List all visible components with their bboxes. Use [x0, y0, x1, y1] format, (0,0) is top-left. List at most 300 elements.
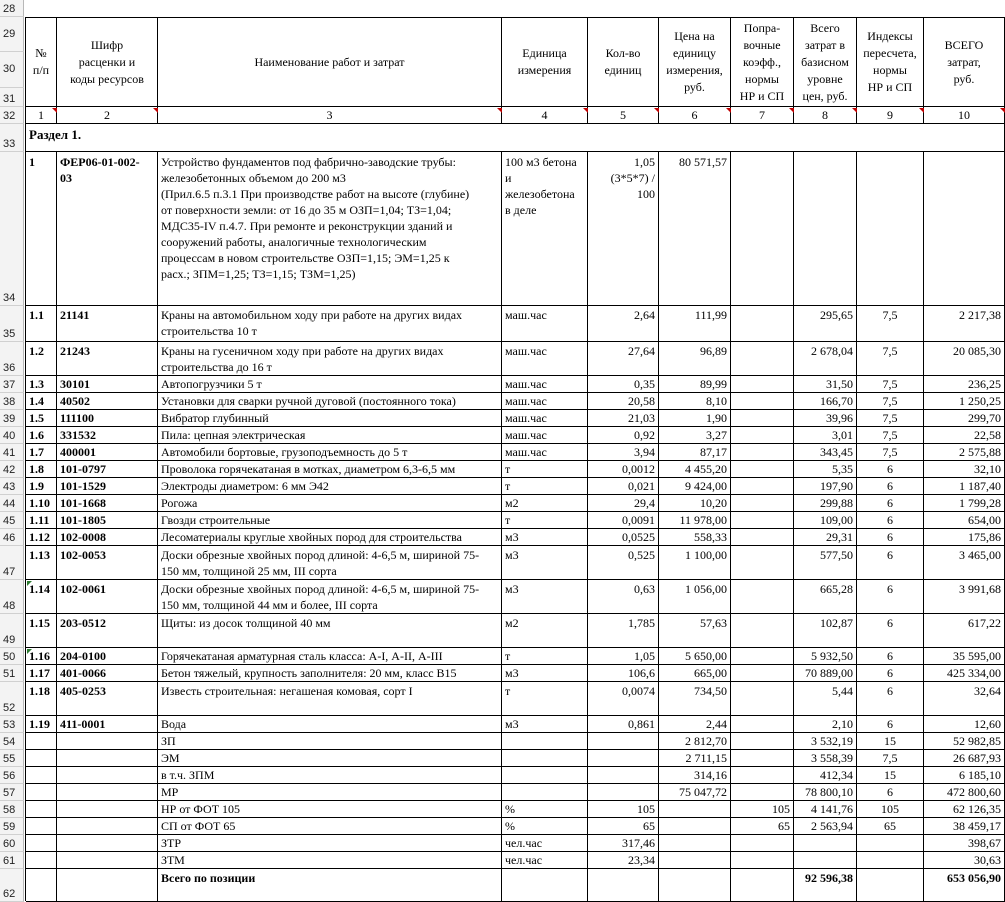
comment-marker[interactable] [726, 108, 731, 113]
cell-k[interactable] [731, 393, 794, 410]
cell-name[interactable]: НР от ФОТ 105 [158, 801, 502, 818]
cell-k[interactable] [731, 869, 794, 902]
cell-num[interactable]: 1.8 [26, 461, 57, 478]
cell-price[interactable]: 75 047,72 [659, 784, 731, 801]
cell-code[interactable]: 101-1805 [57, 512, 158, 529]
cell-base[interactable]: 109,00 [794, 512, 857, 529]
cell-total[interactable]: 32,10 [924, 461, 1005, 478]
row-header-44[interactable]: 44 [0, 495, 24, 512]
cell-name[interactable]: Автопогрузчики 5 т [158, 376, 502, 393]
cell-k[interactable] [731, 495, 794, 512]
cell-total[interactable]: 1 250,25 [924, 393, 1005, 410]
cell-name[interactable]: Электроды диаметром: 6 мм Э42 [158, 478, 502, 495]
cell-code[interactable] [57, 869, 158, 902]
cell-price[interactable]: 8,10 [659, 393, 731, 410]
cell-unit[interactable] [502, 767, 588, 784]
cell-name[interactable]: Всего по позиции [158, 869, 502, 902]
cell-k[interactable] [731, 461, 794, 478]
cell-price[interactable] [659, 852, 731, 869]
cell-code[interactable]: 21243 [57, 342, 158, 376]
cell-unit[interactable] [502, 869, 588, 902]
cell-unit[interactable]: м2 [502, 614, 588, 648]
cell-code[interactable]: 102-0008 [57, 529, 158, 546]
cell-total[interactable]: 30,63 [924, 852, 1005, 869]
cell-total[interactable]: 1 187,40 [924, 478, 1005, 495]
error-indicator[interactable] [27, 649, 32, 654]
cell-base[interactable]: 70 889,00 [794, 665, 857, 682]
cell-unit[interactable]: маш.час [502, 306, 588, 342]
cell-unit[interactable]: м3 [502, 665, 588, 682]
cell-unit[interactable] [502, 784, 588, 801]
cell-total[interactable]: 35 595,00 [924, 648, 1005, 665]
cell-price[interactable] [659, 801, 731, 818]
row-header-29[interactable]: 29 [0, 17, 24, 52]
cell-price[interactable]: 5 650,00 [659, 648, 731, 665]
cell-num[interactable]: 1.14 [26, 580, 57, 614]
cell-k[interactable]: 65 [731, 818, 794, 835]
cell-unit[interactable]: м3 [502, 546, 588, 580]
cell-name[interactable]: Доски обрезные хвойных пород длиной: 4-6,5 м, шириной 75- 150 мм, толщиной 25 мм, III сорта [158, 546, 502, 580]
cell-qty[interactable]: 0,0525 [588, 529, 659, 546]
cell-unit[interactable]: маш.час [502, 444, 588, 461]
cell-base[interactable]: 2,10 [794, 716, 857, 733]
cell-code[interactable] [57, 750, 158, 767]
cell-total[interactable]: 653 056,90 [924, 869, 1005, 902]
cell-num[interactable]: 1.17 [26, 665, 57, 682]
cell-code[interactable]: 101-1668 [57, 495, 158, 512]
comment-marker[interactable] [919, 108, 924, 113]
cell-k[interactable] [731, 733, 794, 750]
row-header-49[interactable]: 49 [0, 614, 24, 648]
row-header-46[interactable]: 46 [0, 529, 24, 546]
cell-k[interactable] [731, 444, 794, 461]
cell-unit[interactable]: маш.час [502, 376, 588, 393]
comment-marker[interactable] [852, 108, 857, 113]
cell-idx[interactable]: 6 [857, 682, 924, 716]
cell-name[interactable]: ЗТМ [158, 852, 502, 869]
cell-qty[interactable]: 20,58 [588, 393, 659, 410]
cell-total[interactable]: 654,00 [924, 512, 1005, 529]
cell-name[interactable]: Установки для сварки ручной дуговой (постоянного тока) [158, 393, 502, 410]
cell-qty[interactable]: 21,03 [588, 410, 659, 427]
cell-base[interactable]: 4 141,76 [794, 801, 857, 818]
row-header-36[interactable]: 36 [0, 342, 24, 376]
row-header-34[interactable]: 34 [0, 152, 24, 306]
cell-idx[interactable]: 6 [857, 716, 924, 733]
cell-qty[interactable]: 0,525 [588, 546, 659, 580]
row-header-32[interactable]: 32 [0, 107, 24, 124]
cell-qty[interactable] [588, 784, 659, 801]
comment-marker[interactable] [1000, 108, 1005, 113]
row-header-57[interactable]: 57 [0, 784, 24, 801]
cell-base[interactable]: 197,90 [794, 478, 857, 495]
cell-price[interactable]: 1,90 [659, 410, 731, 427]
cell-qty[interactable]: 0,0091 [588, 512, 659, 529]
cell-qty[interactable]: 106,6 [588, 665, 659, 682]
cell-qty[interactable]: 1,785 [588, 614, 659, 648]
cell-total[interactable]: 62 126,35 [924, 801, 1005, 818]
cell-base[interactable] [794, 835, 857, 852]
cell-num[interactable]: 1.15 [26, 614, 57, 648]
row-header-30[interactable]: 30 [0, 52, 24, 88]
cell-price[interactable]: 558,33 [659, 529, 731, 546]
cell-idx[interactable] [857, 152, 924, 306]
cell-base[interactable]: 3,01 [794, 427, 857, 444]
cell-total[interactable]: 175,86 [924, 529, 1005, 546]
comment-marker[interactable] [583, 108, 588, 113]
cell-k[interactable] [731, 750, 794, 767]
cell-code[interactable]: 101-1529 [57, 478, 158, 495]
cell-base[interactable]: 2 563,94 [794, 818, 857, 835]
cell-name[interactable]: Рогожа [158, 495, 502, 512]
cell-base[interactable]: 299,88 [794, 495, 857, 512]
row-header-62[interactable]: 62 [0, 869, 24, 902]
cell-total[interactable]: 2 575,88 [924, 444, 1005, 461]
cell-idx[interactable] [857, 869, 924, 902]
cell-price[interactable] [659, 818, 731, 835]
cell-qty[interactable]: 0,35 [588, 376, 659, 393]
cell-base[interactable]: 577,50 [794, 546, 857, 580]
cell-idx[interactable]: 7,5 [857, 342, 924, 376]
cell-idx[interactable] [857, 835, 924, 852]
cell-code[interactable]: 101-0797 [57, 461, 158, 478]
cell-qty[interactable]: 2,64 [588, 306, 659, 342]
row-header-31[interactable]: 31 [0, 88, 24, 107]
cell-code[interactable] [57, 733, 158, 750]
row-header-38[interactable]: 38 [0, 393, 24, 410]
cell-name[interactable]: Пила: цепная электрическая [158, 427, 502, 444]
cell-code[interactable] [57, 818, 158, 835]
cell-idx[interactable]: 6 [857, 784, 924, 801]
cell-idx[interactable]: 7,5 [857, 750, 924, 767]
cell-total[interactable]: 425 334,00 [924, 665, 1005, 682]
cell-unit[interactable]: чел.час [502, 852, 588, 869]
cell-price[interactable]: 9 424,00 [659, 478, 731, 495]
row-header-56[interactable]: 56 [0, 767, 24, 784]
cell-price[interactable]: 1 056,00 [659, 580, 731, 614]
cell-unit[interactable] [502, 733, 588, 750]
cell-total[interactable]: 3 991,68 [924, 580, 1005, 614]
row-header-33[interactable]: 33 [0, 124, 24, 152]
cell-base[interactable]: 5 932,50 [794, 648, 857, 665]
cell-idx[interactable]: 6 [857, 529, 924, 546]
cell-k[interactable] [731, 546, 794, 580]
cell-price[interactable]: 2 812,70 [659, 733, 731, 750]
cell-k[interactable] [731, 767, 794, 784]
cell-idx[interactable]: 6 [857, 580, 924, 614]
cell-num[interactable]: 1.9 [26, 478, 57, 495]
cell-qty[interactable]: 29,4 [588, 495, 659, 512]
cell-qty[interactable]: 3,94 [588, 444, 659, 461]
cell-idx[interactable]: 6 [857, 461, 924, 478]
cell-name[interactable]: Вибратор глубинный [158, 410, 502, 427]
cell-total[interactable]: 38 459,17 [924, 818, 1005, 835]
cell-base[interactable]: 92 596,38 [794, 869, 857, 902]
cell-unit[interactable]: т [502, 512, 588, 529]
cell-k[interactable] [731, 614, 794, 648]
cell-price[interactable]: 87,17 [659, 444, 731, 461]
cell-num[interactable] [26, 784, 57, 801]
cell-idx[interactable]: 7,5 [857, 427, 924, 444]
row-header-45[interactable]: 45 [0, 512, 24, 529]
cell-price[interactable]: 3,27 [659, 427, 731, 444]
cell-name[interactable]: ЗП [158, 733, 502, 750]
cell-k[interactable] [731, 716, 794, 733]
cell-price[interactable]: 4 455,20 [659, 461, 731, 478]
cell-qty[interactable]: 1,05 (3*5*7) / 100 [588, 152, 659, 306]
comment-marker[interactable] [153, 108, 158, 113]
cell-qty[interactable] [588, 750, 659, 767]
cell-num[interactable]: 1.4 [26, 393, 57, 410]
cell-unit[interactable]: м2 [502, 495, 588, 512]
cell-idx[interactable]: 65 [857, 818, 924, 835]
cell-price[interactable]: 10,20 [659, 495, 731, 512]
cell-idx[interactable]: 6 [857, 512, 924, 529]
cell-num[interactable]: 1.1 [26, 306, 57, 342]
cell-name[interactable]: Доски обрезные хвойных пород длиной: 4-6,5 м, шириной 75- 150 мм, толщиной 44 мм и более, III сорта [158, 580, 502, 614]
cell-code[interactable]: 111100 [57, 410, 158, 427]
row-header-37[interactable]: 37 [0, 376, 24, 393]
cell-name[interactable]: Проволока горячекатаная в мотках, диаметром 6,3-6,5 мм [158, 461, 502, 478]
cell-unit[interactable]: м3 [502, 529, 588, 546]
cell-k[interactable] [731, 835, 794, 852]
cell-base[interactable]: 166,70 [794, 393, 857, 410]
cell-price[interactable] [659, 835, 731, 852]
cell-k[interactable] [731, 580, 794, 614]
cell-qty[interactable] [588, 767, 659, 784]
cell-unit[interactable]: % [502, 818, 588, 835]
cell-base[interactable]: 31,50 [794, 376, 857, 393]
cell-k[interactable] [731, 512, 794, 529]
row-header-28[interactable]: 28 [0, 0, 24, 17]
cell-name[interactable]: Автомобили бортовые, грузоподъемность до 5 т [158, 444, 502, 461]
cell-num[interactable] [26, 852, 57, 869]
cell-idx[interactable]: 15 [857, 733, 924, 750]
cell-qty[interactable] [588, 733, 659, 750]
cell-idx[interactable]: 6 [857, 648, 924, 665]
cell-qty[interactable]: 23,34 [588, 852, 659, 869]
cell-k[interactable] [731, 427, 794, 444]
cell-base[interactable]: 412,34 [794, 767, 857, 784]
cell-base[interactable]: 102,87 [794, 614, 857, 648]
row-header-39[interactable]: 39 [0, 410, 24, 427]
comment-marker[interactable] [497, 108, 502, 113]
cell-base[interactable] [794, 852, 857, 869]
cell-unit[interactable] [502, 750, 588, 767]
cell-k[interactable] [731, 784, 794, 801]
cell-unit[interactable]: маш.час [502, 410, 588, 427]
cell-qty[interactable]: 0,861 [588, 716, 659, 733]
cell-idx[interactable]: 15 [857, 767, 924, 784]
cell-idx[interactable]: 7,5 [857, 444, 924, 461]
cell-total[interactable]: 398,67 [924, 835, 1005, 852]
cell-total[interactable]: 32,64 [924, 682, 1005, 716]
cell-total[interactable]: 22,58 [924, 427, 1005, 444]
cell-code[interactable]: 400001 [57, 444, 158, 461]
cell-base[interactable]: 29,31 [794, 529, 857, 546]
row-header-53[interactable]: 53 [0, 716, 24, 733]
cell-total[interactable]: 299,70 [924, 410, 1005, 427]
cell-idx[interactable]: 6 [857, 614, 924, 648]
cell-num[interactable] [26, 818, 57, 835]
cell-qty[interactable]: 317,46 [588, 835, 659, 852]
cell-num[interactable]: 1.13 [26, 546, 57, 580]
cell-num[interactable] [26, 733, 57, 750]
cell-num[interactable] [26, 801, 57, 818]
cell-unit[interactable]: м3 [502, 716, 588, 733]
cell-code[interactable]: 40502 [57, 393, 158, 410]
cell-price[interactable]: 80 571,57 [659, 152, 731, 306]
cell-total[interactable]: 52 982,85 [924, 733, 1005, 750]
cell-qty[interactable]: 0,0074 [588, 682, 659, 716]
cell-k[interactable] [731, 478, 794, 495]
cell-qty[interactable]: 1,05 [588, 648, 659, 665]
cell-price[interactable]: 1 100,00 [659, 546, 731, 580]
cell-unit[interactable]: т [502, 648, 588, 665]
cell-total[interactable]: 6 185,10 [924, 767, 1005, 784]
cell-code[interactable]: ФЕР06-01-002- 03 [57, 152, 158, 306]
cell-idx[interactable]: 7,5 [857, 306, 924, 342]
cell-price[interactable]: 57,63 [659, 614, 731, 648]
cell-name[interactable]: ЭМ [158, 750, 502, 767]
cell-base[interactable] [794, 152, 857, 306]
cell-num[interactable]: 1.18 [26, 682, 57, 716]
cell-k[interactable] [731, 410, 794, 427]
cell-name[interactable]: Вода [158, 716, 502, 733]
cell-k[interactable] [731, 152, 794, 306]
cell-base[interactable]: 665,28 [794, 580, 857, 614]
cell-num[interactable]: 1.2 [26, 342, 57, 376]
row-header-42[interactable]: 42 [0, 461, 24, 478]
cell-unit[interactable]: чел.час [502, 835, 588, 852]
cell-price[interactable]: 734,50 [659, 682, 731, 716]
cell-qty[interactable]: 0,63 [588, 580, 659, 614]
cell-k[interactable] [731, 342, 794, 376]
row-header-48[interactable]: 48 [0, 580, 24, 614]
cell-name[interactable]: Гвозди строительные [158, 512, 502, 529]
cell-num[interactable]: 1.5 [26, 410, 57, 427]
error-indicator[interactable] [27, 581, 32, 586]
row-header-47[interactable]: 47 [0, 546, 24, 580]
cell-price[interactable]: 96,89 [659, 342, 731, 376]
cell-price[interactable]: 2 711,15 [659, 750, 731, 767]
cell-idx[interactable] [857, 852, 924, 869]
row-header-52[interactable]: 52 [0, 682, 24, 716]
cell-total[interactable]: 12,60 [924, 716, 1005, 733]
cell-name[interactable]: Щиты: из досок толщиной 40 мм [158, 614, 502, 648]
cell-base[interactable]: 78 800,10 [794, 784, 857, 801]
cell-base[interactable]: 295,65 [794, 306, 857, 342]
cell-qty[interactable]: 0,021 [588, 478, 659, 495]
cell-idx[interactable]: 7,5 [857, 376, 924, 393]
cell-qty[interactable]: 0,92 [588, 427, 659, 444]
cell-unit[interactable]: т [502, 461, 588, 478]
cell-unit[interactable]: т [502, 682, 588, 716]
row-header-50[interactable]: 50 [0, 648, 24, 665]
cell-name[interactable]: Краны на гусеничном ходу при работе на других видах строительства до 16 т [158, 342, 502, 376]
cell-price[interactable]: 111,99 [659, 306, 731, 342]
cell-name[interactable]: в т.ч. ЗПМ [158, 767, 502, 784]
cell-k[interactable] [731, 648, 794, 665]
cell-name[interactable]: Известь строительная: негашеная комовая, сорт I [158, 682, 502, 716]
cell-qty[interactable] [588, 869, 659, 902]
cell-k[interactable] [731, 529, 794, 546]
row-header-43[interactable]: 43 [0, 478, 24, 495]
cell-base[interactable]: 39,96 [794, 410, 857, 427]
cell-code[interactable] [57, 767, 158, 784]
cell-total[interactable]: 236,25 [924, 376, 1005, 393]
cell-base[interactable]: 5,35 [794, 461, 857, 478]
row-header-58[interactable]: 58 [0, 801, 24, 818]
cell-code[interactable]: 331532 [57, 427, 158, 444]
cell-code[interactable] [57, 784, 158, 801]
cell-num[interactable]: 1.19 [26, 716, 57, 733]
cell-k[interactable] [731, 376, 794, 393]
cell-unit[interactable]: % [502, 801, 588, 818]
row-header-35[interactable]: 35 [0, 306, 24, 342]
cell-idx[interactable]: 6 [857, 546, 924, 580]
cell-code[interactable]: 102-0061 [57, 580, 158, 614]
cell-code[interactable] [57, 835, 158, 852]
cell-total[interactable]: 20 085,30 [924, 342, 1005, 376]
cell-total[interactable]: 472 800,60 [924, 784, 1005, 801]
cell-name[interactable]: МР [158, 784, 502, 801]
cell-code[interactable] [57, 801, 158, 818]
cell-idx[interactable]: 7,5 [857, 393, 924, 410]
cell-idx[interactable]: 7,5 [857, 410, 924, 427]
cell-qty[interactable]: 65 [588, 818, 659, 835]
cell-code[interactable]: 30101 [57, 376, 158, 393]
cell-unit[interactable]: маш.час [502, 427, 588, 444]
cell-name[interactable]: ЗТР [158, 835, 502, 852]
cell-unit[interactable]: 100 м3 бетона и железобетона в деле [502, 152, 588, 306]
cell-name[interactable]: СП от ФОТ 65 [158, 818, 502, 835]
cell-unit[interactable]: м3 [502, 580, 588, 614]
comment-marker[interactable] [654, 108, 659, 113]
cell-num[interactable] [26, 835, 57, 852]
cell-k[interactable] [731, 665, 794, 682]
cell-code[interactable] [57, 852, 158, 869]
cell-code[interactable]: 204-0100 [57, 648, 158, 665]
cell-idx[interactable]: 6 [857, 495, 924, 512]
row-header-55[interactable]: 55 [0, 750, 24, 767]
cell-price[interactable]: 314,16 [659, 767, 731, 784]
cell-num[interactable] [26, 869, 57, 902]
cell-num[interactable] [26, 750, 57, 767]
cell-k[interactable] [731, 682, 794, 716]
cell-price[interactable] [659, 869, 731, 902]
cell-num[interactable]: 1.10 [26, 495, 57, 512]
cell-code[interactable]: 203-0512 [57, 614, 158, 648]
cell-code[interactable]: 102-0053 [57, 546, 158, 580]
row-header-54[interactable]: 54 [0, 733, 24, 750]
cell-code[interactable]: 21141 [57, 306, 158, 342]
cell-name[interactable]: Лесоматериалы круглые хвойных пород для строительства [158, 529, 502, 546]
cell-code[interactable]: 411-0001 [57, 716, 158, 733]
cell-name[interactable]: Горячекатаная арматурная сталь класса: А-I, А-II, А-III [158, 648, 502, 665]
cell-unit[interactable]: маш.час [502, 342, 588, 376]
comment-marker[interactable] [52, 108, 57, 113]
cell-num[interactable]: 1.16 [26, 648, 57, 665]
cell-idx[interactable]: 105 [857, 801, 924, 818]
cell-unit[interactable]: т [502, 478, 588, 495]
cell-qty[interactable]: 0,0012 [588, 461, 659, 478]
row-header-61[interactable]: 61 [0, 852, 24, 869]
cell-price[interactable]: 2,44 [659, 716, 731, 733]
cell-qty[interactable]: 27,64 [588, 342, 659, 376]
cell-qty[interactable]: 105 [588, 801, 659, 818]
cell-num[interactable]: 1.3 [26, 376, 57, 393]
